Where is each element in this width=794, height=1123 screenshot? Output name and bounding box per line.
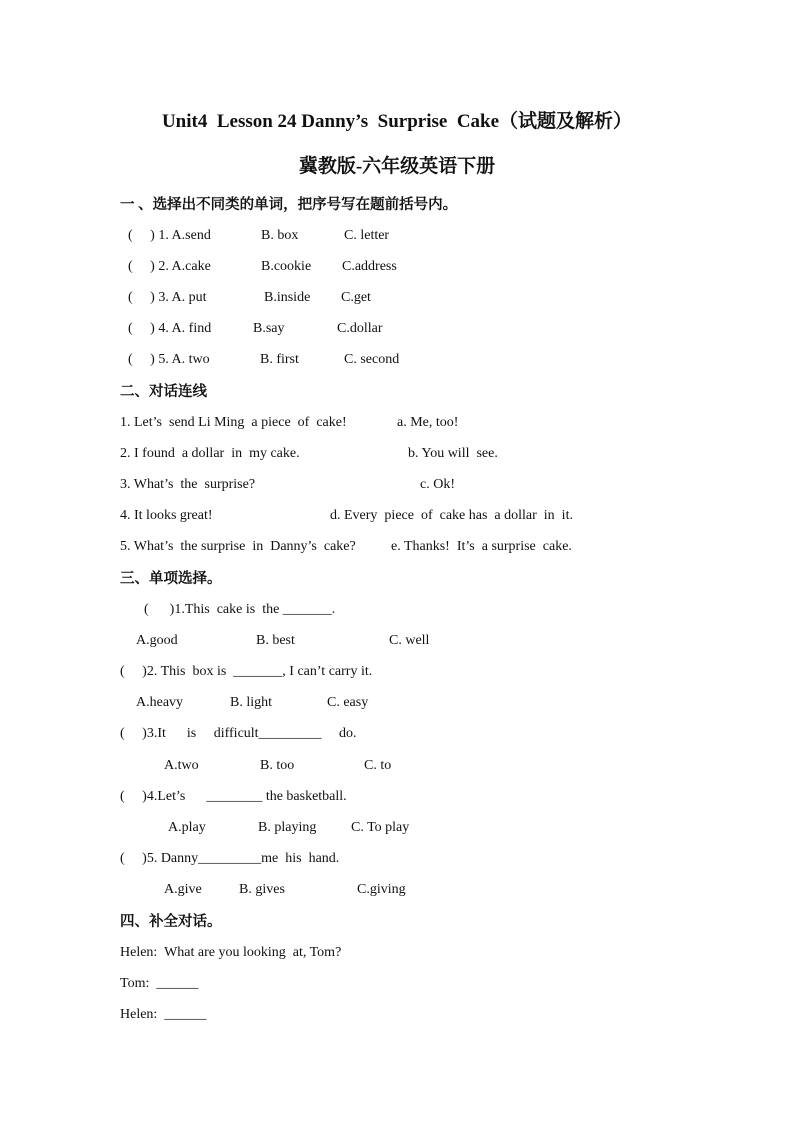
q2-right-a: a. Me, too! <box>397 415 459 430</box>
q2-left-3: 3. What’s the surprise? <box>120 477 256 492</box>
q2-right-d: d. Every piece of cake has a dollar in it. <box>330 508 573 523</box>
q1-item-1-option-b: B. box <box>261 228 299 243</box>
section-heading-2: 二、对话连线 <box>120 384 207 400</box>
q2-left-1: 1. Let’s send Li Ming a piece of cake! <box>120 415 347 430</box>
q1-item-3-option-c: C.get <box>341 290 371 305</box>
q3-4-option-a: A.play <box>168 820 206 835</box>
q3-2-option-b: B. light <box>230 695 273 710</box>
q1-item-3-option-b: B.inside <box>264 290 311 305</box>
q2-right-b: b. You will see. <box>408 446 498 461</box>
page-subtitle: 冀教版-六年级英语下册 <box>298 156 496 177</box>
q3-1-option-b: B. best <box>256 633 295 648</box>
q1-item-1-option-c: C. letter <box>344 228 390 243</box>
q3-1-option-c: C. well <box>389 633 430 648</box>
q3-4-option-c: C. To play <box>351 820 410 835</box>
q3-5-option-b: B. gives <box>239 882 285 897</box>
q2-left-2: 2. I found a dollar in my cake. <box>120 446 300 461</box>
q1-item-5: ( ) 5. A. two <box>128 352 210 367</box>
q3-stem-2: ( )2. This box is _______, I can’t carry it. <box>120 664 373 679</box>
q3-stem-4: ( )4.Let’s ________ the basketball. <box>120 789 347 804</box>
q3-3-option-a: A.two <box>164 758 199 773</box>
q1-item-5-option-c: C. second <box>344 352 400 367</box>
q3-stem-1: ( )1.This cake is the _______. <box>144 602 336 617</box>
section-heading-1: 一 、选择出不同类的单词，把序号写在题前括号内。 <box>120 197 458 213</box>
q1-item-2-option-c: C.address <box>342 259 397 274</box>
q3-5-option-c: C.giving <box>357 882 406 897</box>
section-heading-4: 四、补全对话。 <box>120 914 222 930</box>
q2-left-5: 5. What’s the surprise in Danny’s cake? <box>120 539 356 554</box>
dialogue-line-3: Helen: ______ <box>120 1007 207 1022</box>
q3-3-option-c: C. to <box>364 758 392 773</box>
q3-5-option-a: A.give <box>164 882 202 897</box>
section-heading-3: 三、单项选择。 <box>120 571 222 587</box>
dialogue-line-2: Tom: ______ <box>120 976 199 991</box>
q1-item-4: ( ) 4. A. find <box>128 321 212 336</box>
q1-item-2-option-b: B.cookie <box>261 259 312 274</box>
q3-stem-3: ( )3.It is difficult_________ do. <box>120 726 357 741</box>
q2-right-e: e. Thanks! It’s a surprise cake. <box>391 539 572 554</box>
q3-2-option-a: A.heavy <box>136 695 184 710</box>
q1-item-4-option-c: C.dollar <box>337 321 383 336</box>
q3-1-option-a: A.good <box>136 633 178 648</box>
q1-item-2: ( ) 2. A.cake <box>128 259 211 274</box>
q1-item-1: ( ) 1. A.send <box>128 228 211 243</box>
q1-item-3: ( ) 3. A. put <box>128 290 207 305</box>
q3-4-option-b: B. playing <box>258 820 317 835</box>
q3-3-option-b: B. too <box>260 758 295 773</box>
q2-right-c: c. Ok! <box>420 477 455 492</box>
q1-item-4-option-b: B.say <box>253 321 285 336</box>
q3-stem-5: ( )5. Danny_________me his hand. <box>120 851 340 866</box>
q1-item-5-option-b: B. first <box>260 352 299 367</box>
q3-2-option-c: C. easy <box>327 695 369 710</box>
dialogue-line-1: Helen: What are you looking at, Tom? <box>120 945 342 960</box>
q2-left-4: 4. It looks great! <box>120 508 213 523</box>
page-title: Unit4 Lesson 24 Danny’s Surprise Cake（试题及解析） <box>161 111 633 132</box>
